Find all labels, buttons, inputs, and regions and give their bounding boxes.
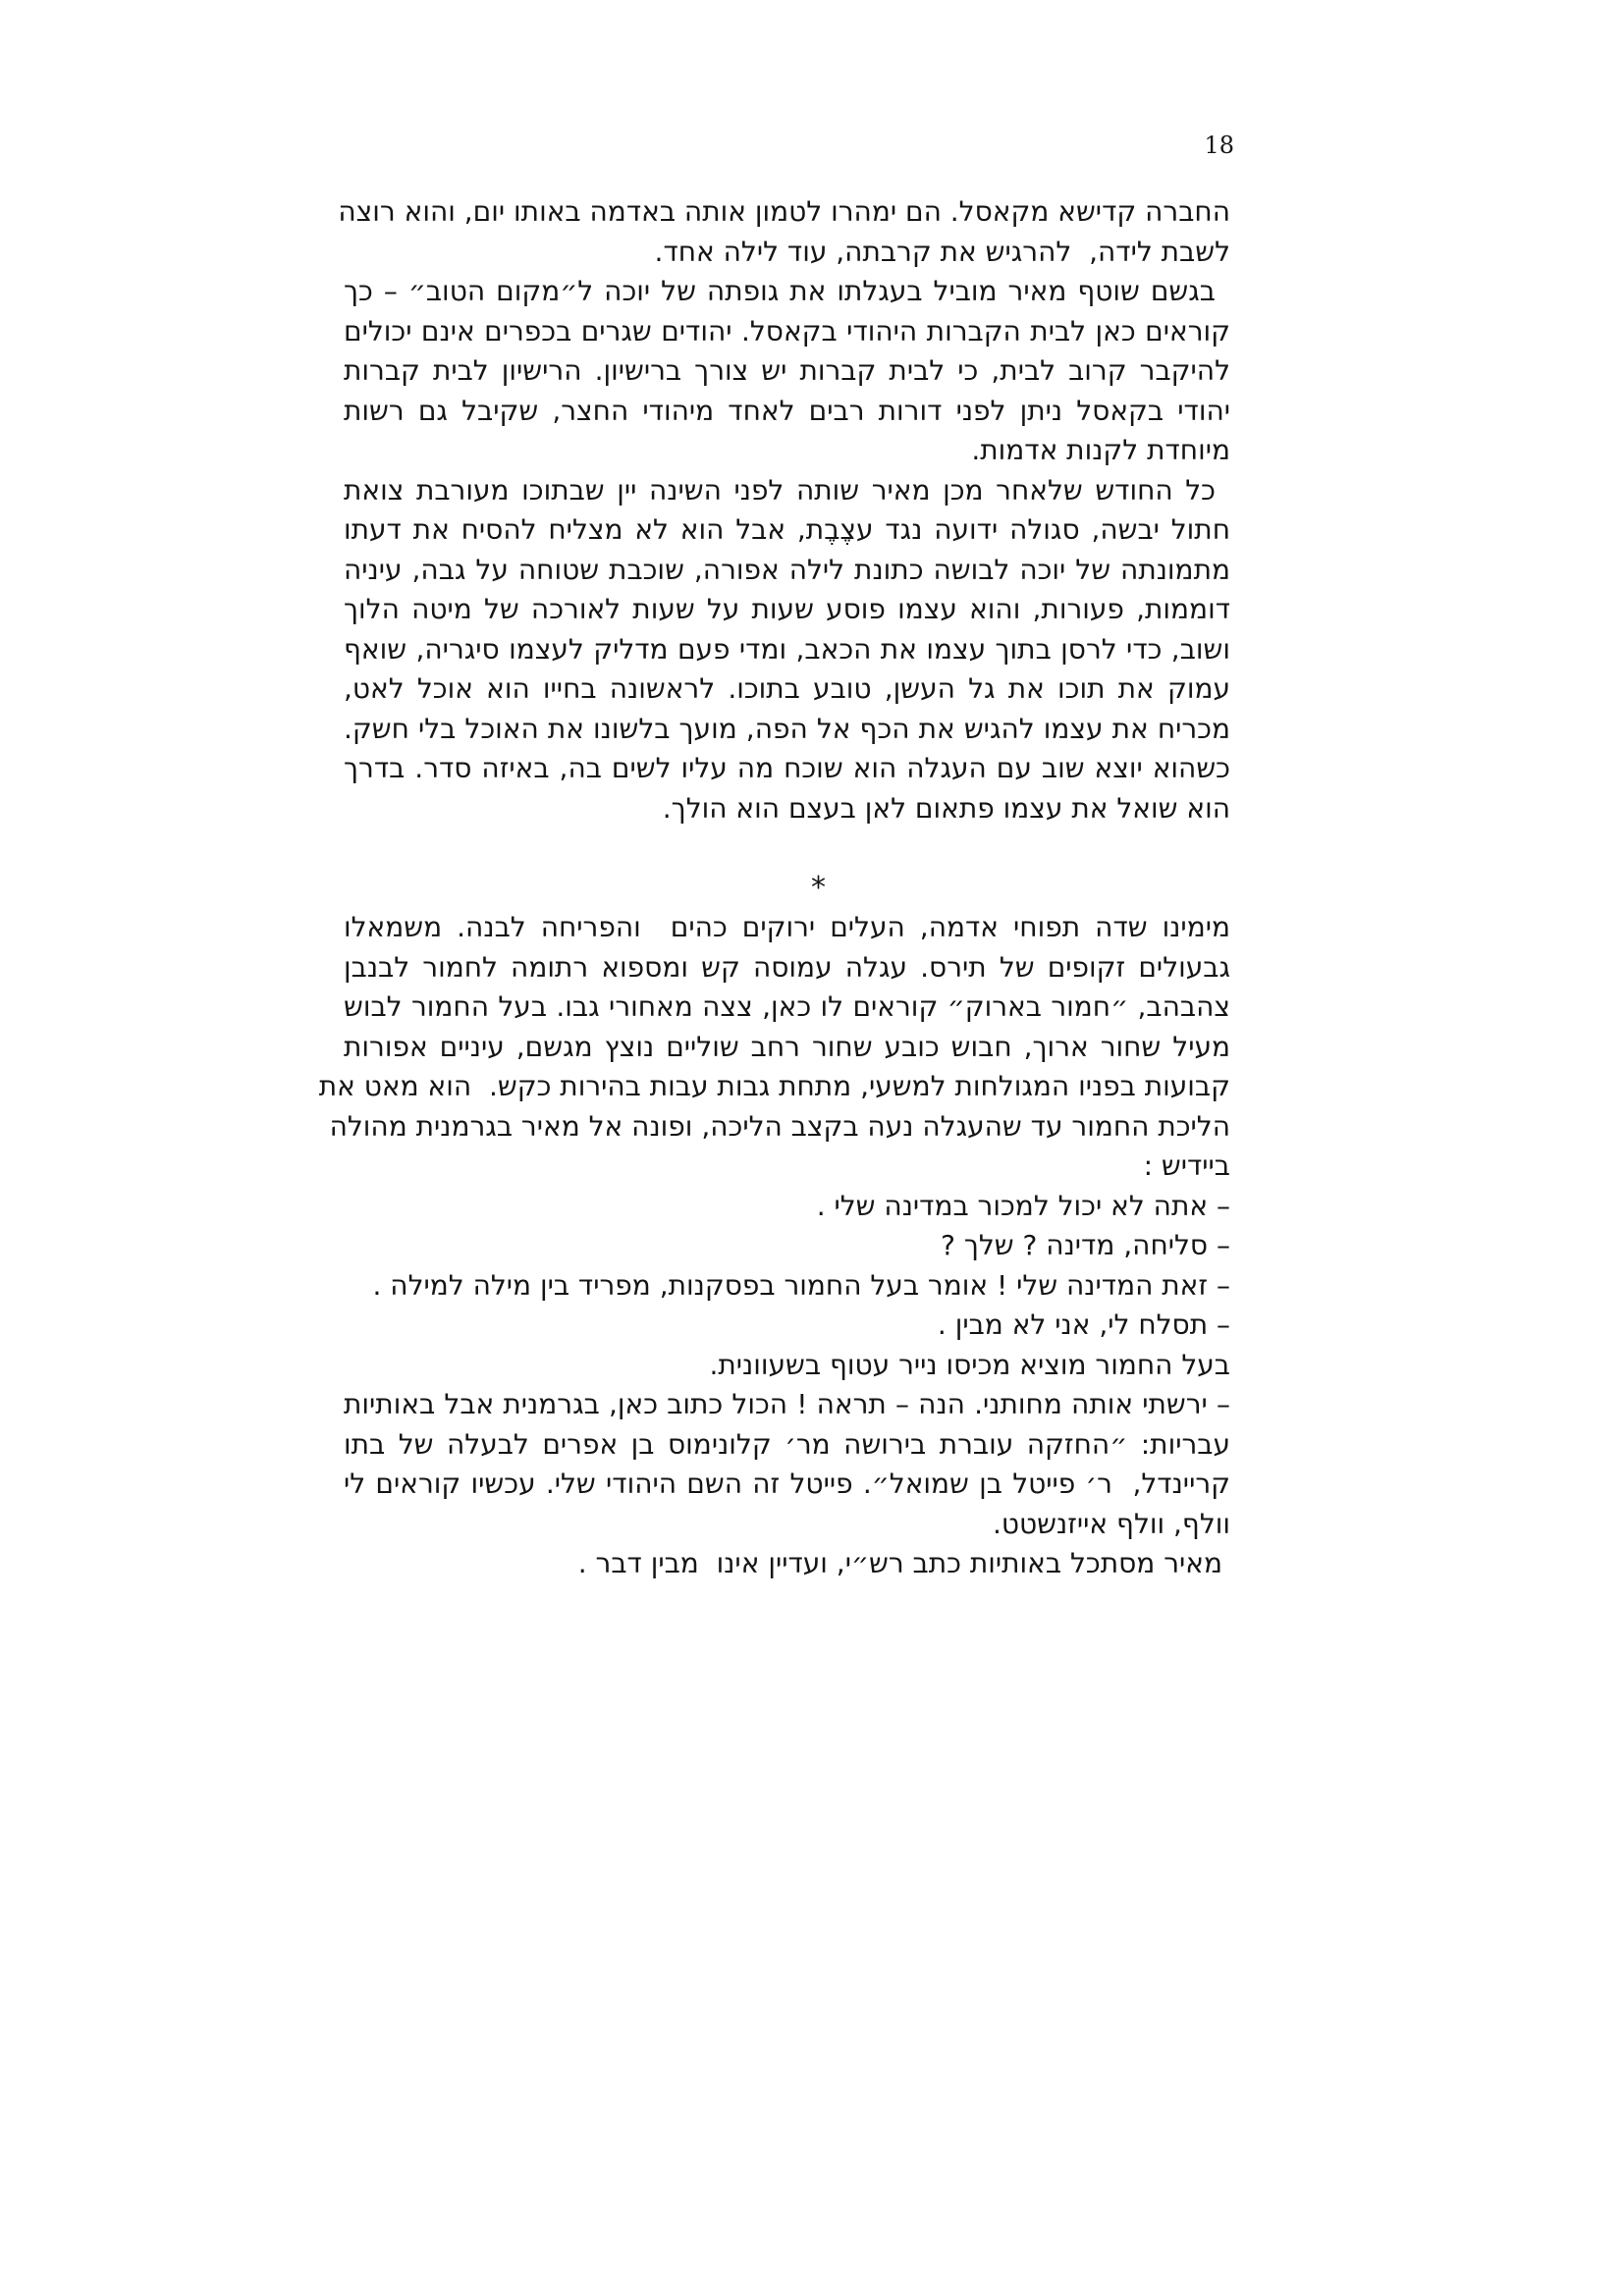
text-line: עמוק את תוכו את גל העשן, טובע בתוכו. לראשונה בחייו הוא אוכל לאט, (344, 672, 1230, 705)
text-line: – אתה לא יכול למכור במדינה שלי . (816, 1189, 1230, 1222)
text-line: דוממות, פעורות, והוא עצמו פוסע שעות על שעות לאורכה של מיטה הלוך (344, 593, 1230, 625)
text-line: ושוב, כדי לרסן בתוך עצמו את הכאב, ומדי פעם מדליק לעצמו סיגריה, שואף (344, 632, 1230, 666)
page-number: 18 (1204, 132, 1234, 159)
text-line: קבועות בפניו המגולחות למשעי, מתחת גבות עבות בהירות כקש. הוא מאט את (318, 1070, 1230, 1102)
text-line: קוראים כאן לבית הקברות היהודי בקאסל. יהודים שגרים בכפרים אינם יכולים (344, 314, 1230, 347)
text-line: מאיר מסתכל באותיות כתב רש״י, ועדיין אינו מבין דבר . (577, 1547, 1222, 1579)
text-line: קריינדל, ר׳ פייטל בן שמואל״. פייטל זה השם היהודי שלי. עכשיו קוראים לי (344, 1468, 1230, 1500)
text-line: להיקבר קרוב לבית, כי לבית קברות יש צורך ברישיון. הרישיון לבית קברות (344, 354, 1230, 387)
text-line: ביידיש : (1143, 1149, 1230, 1182)
text-line: הליכת החמור עד שהעגלה נעה בקצב הליכה, ופונה אל מאיר בגרמנית מהולה (329, 1109, 1230, 1143)
text-line: מעיל שחור ארוך, חבוש כובע שחור רחב שוליים נוצץ מגשם, עיניים אפורות (344, 1030, 1230, 1063)
text-block (318, 192, 1230, 1584)
text-line: – תסלח לי, אני לא מבין . (937, 1308, 1230, 1341)
text-line: צהבהב, ״חמור בארוק״ קוראים לו כאן, צצה מאחורי גבו. בעל החמור לבוש (344, 990, 1230, 1023)
text-line: כשהוא יוצא שוב עם העגלה הוא שוכח מה עליו לשים בה, באיזה סדר. בדרך (344, 752, 1230, 784)
text-line: הוא שואל את עצמו פתאום לאן בעצם הוא הולך. (662, 791, 1230, 825)
text-line: עבריות: ״החזקה עוברת בירושה מר׳ קלונימוס בן אפרים לבעלה של בתו (344, 1427, 1230, 1461)
text-line: בעל החמור מוציא מכיסו נייר עטוף בשעוונית. (709, 1348, 1230, 1381)
text-line: החברה קדישא מקאסל. הם ימהרו לטמון אותה באדמה באותו יום, והוא רוצה (338, 195, 1230, 228)
text-line: – סליחה, מדינה ? שלך ? (941, 1229, 1230, 1261)
text-line: מימינו שדה תפוחי אדמה, העלים ירוקים כהים והפריחה לבנה. משמאלו (344, 911, 1230, 943)
text-line: יהודי בקאסל ניתן לפני דורות רבים לאחד מיהודי החצר, שקיבל גם רשות (344, 394, 1230, 427)
text-line: גבעולים זקופים של תירס. עגלה עמוסה קש ומספוא רתומה לחמור לבנבן (344, 950, 1230, 984)
text-line: חתול יבשה, סגולה ידועה נגד עצֶבֶת, אבל הוא לא מצליח להסיח את דעתו (344, 513, 1230, 546)
text-line: מכריח את עצמו להגיש את הכף אל הפה, מועך בלשונו את האוכל בלי חשק. (344, 712, 1230, 745)
text-line: מיוחדת לקנות אדמות. (971, 434, 1230, 466)
text-line: וולף, וולף אייזנשטט. (992, 1507, 1230, 1540)
text-line: כל החודש שלאחר מכן מאיר שותה לפני השינה יין שבתוכו מעורבת צואת (344, 473, 1216, 507)
section-separator: * (811, 870, 826, 905)
text-line: לשבת לידה, להרגיש את קרבתה, עוד לילה אחד. (654, 235, 1230, 268)
text-line: – זאת המדינה שלי ! אומר בעל החמור בפסקנות, מפריד בין מילה למילה . (372, 1268, 1230, 1302)
text-line: בגשם שוטף מאיר מוביל בעגלתו את גופתה של יוכה ל״מקום הטוב״ – כך (344, 275, 1216, 307)
text-line: מתמונתה של יוכה לבושה כתונת לילה אפורה, שוכבת שטוחה על גבה, עיניה (344, 553, 1230, 586)
blank-line (344, 828, 1230, 869)
text-line: – ירשתי אותה מחותני. הנה – תראה ! הכול כתוב כאן, בגרמנית אבל באותיות (344, 1388, 1230, 1420)
